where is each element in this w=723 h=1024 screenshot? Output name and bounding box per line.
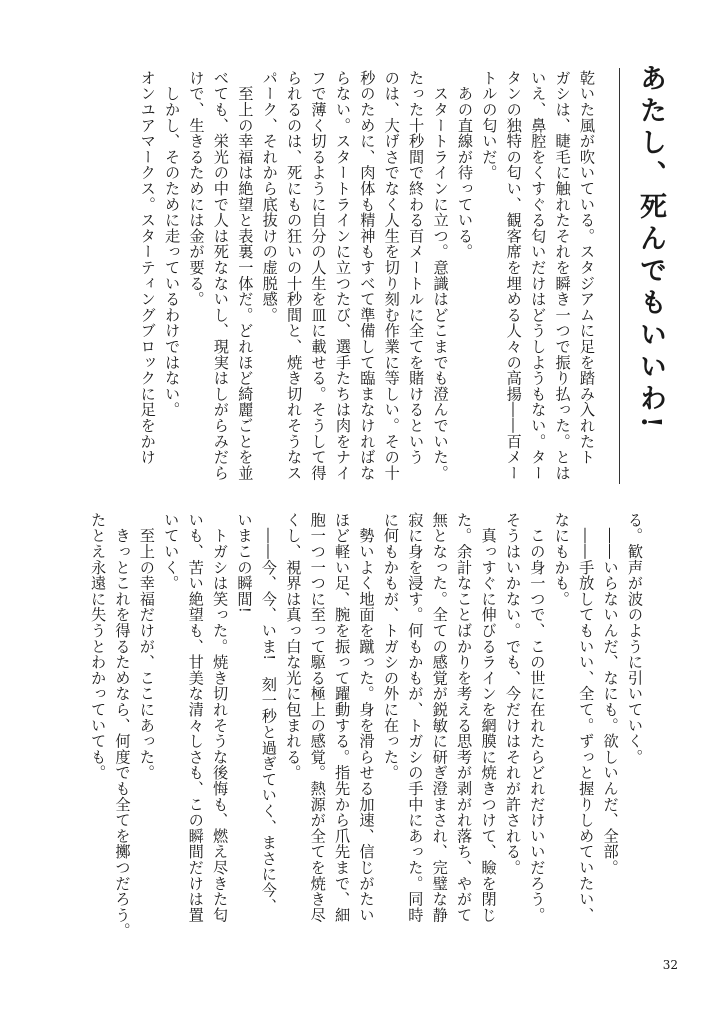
text-line: いも、苦い絶望も、甘美な清々しさも、この瞬間だけは置 [186, 512, 205, 923]
text-line: のは、大げさでなく人生を切り刻む作業に等しい。その十 [382, 70, 401, 481]
text-line: いまこの瞬間! [235, 512, 254, 614]
text-line: あの直線が待っている。 [455, 70, 474, 260]
text-line: いえ、鼻腔をくすぐる匂いだけはどうしようもない。ター [529, 70, 548, 481]
text-line: きっとこれを得るためなら、何度でも全てを擲つだろう。 [113, 512, 132, 939]
text-line: 至上の幸福は絶望と表裏一体だ。どれほど綺麗ごとを並 [236, 70, 255, 481]
title-divider [619, 68, 620, 484]
text-line: トルの匂いだ。 [480, 70, 499, 181]
text-line: らない。スタートラインに立つたび、選手たちは肉をナイ [333, 70, 352, 481]
text-line: る。歓声が波のように引いていく。 [626, 512, 644, 765]
text-line: ――今、今、いま! 刻一秒と過ぎていく、まさに今、 [259, 512, 278, 914]
text-line: そうはいかない。でも、今だけはそれが許される。 [503, 512, 522, 876]
text-line: この身一つで、この世に在れたらどれだけいいだろう。 [528, 512, 547, 923]
lower-text-block [86, 512, 647, 942]
text-line: トガシは笑った。焼き切れそうな後悔も、燃え尽きた匂 [211, 512, 230, 923]
text-line: たとえ永遠に失うとわかっていても。 [89, 512, 108, 781]
text-line: に何もかもが、トガシの外に在った。 [381, 512, 400, 781]
text-line: 至上の幸福だけが、ここにあった。 [137, 512, 156, 781]
text-line: 真っすぐに伸びるラインを網膜に焼きつけて、瞼を閉じ [479, 512, 498, 923]
text-line: オンユアマークス。スターティングブロックに足をかけ [138, 70, 157, 465]
text-line: 無となった。全ての感覚が鋭敏に研ぎ澄まされ、完璧な静 [430, 512, 449, 923]
text-line: なにもかも。 [552, 512, 571, 607]
text-line: ガシは、睫毛に触れたそれを瞬き一つで振り払った。とは [553, 70, 572, 481]
text-line: くし、視界は真っ白な光に包まれる。 [284, 512, 303, 781]
text-line: スタートラインに立つ。意識はどこまでも澄んでいた。 [431, 70, 450, 481]
text-line: 乾いた風が吹いている。スタジアムに足を踏み入れたト [578, 70, 596, 465]
text-line: 胞一つ一つに至って駆る極上の感覚。熱源が全てを焼き尽 [308, 512, 327, 923]
text-line: ――いらないんだ、なにも。欲しいんだ、全部。 [601, 512, 620, 876]
text-line: た。余計なことばかりを考える思考が剥がれ落ち、やがて [455, 512, 474, 923]
text-line: ほど軽い足、腕を振って躍動する。指先から爪先まで、細 [333, 512, 352, 923]
text-line: 勢いよく地面を蹴った。身を滑らせる加速、信じがたい [357, 512, 376, 923]
text-line: けで、生きるためには金が要る。 [187, 70, 206, 307]
text-line: 秒のために、肉体も精神もすべて準備して臨まなければな [358, 70, 377, 481]
text-line: パーク、それから底抜けの虚脱感。 [260, 70, 279, 323]
text-line: いていく。 [162, 512, 181, 591]
chapter-title: あたし、死んでもいいわ! [635, 64, 666, 433]
text-line: 寂に身を浸す。何もかもが、トガシの手中にあった。同時 [406, 512, 425, 923]
page-number: 32 [662, 958, 678, 972]
text-line: フで薄く切るように自分の人生を皿に載せる。そうして得 [309, 70, 328, 481]
text-line: られるのは、死にもの狂いの十秒間と、焼き切れそうなス [285, 70, 304, 481]
text-line: タンの独特の匂い、観客席を埋める人々の高揚――百メー [504, 70, 523, 481]
text-line: しかし、そのために走っているわけではない。 [163, 70, 182, 418]
text-line: べても、栄光の中で人は死なないし、現実はしがらみだら [211, 70, 230, 481]
upper-text-block [135, 70, 599, 490]
text-line: たった十秒間で終わる百メートルに全てを賭けるという [407, 70, 426, 465]
text-line: ――手放してもいい、全て。ずっと握りしめていたい、 [577, 512, 596, 923]
